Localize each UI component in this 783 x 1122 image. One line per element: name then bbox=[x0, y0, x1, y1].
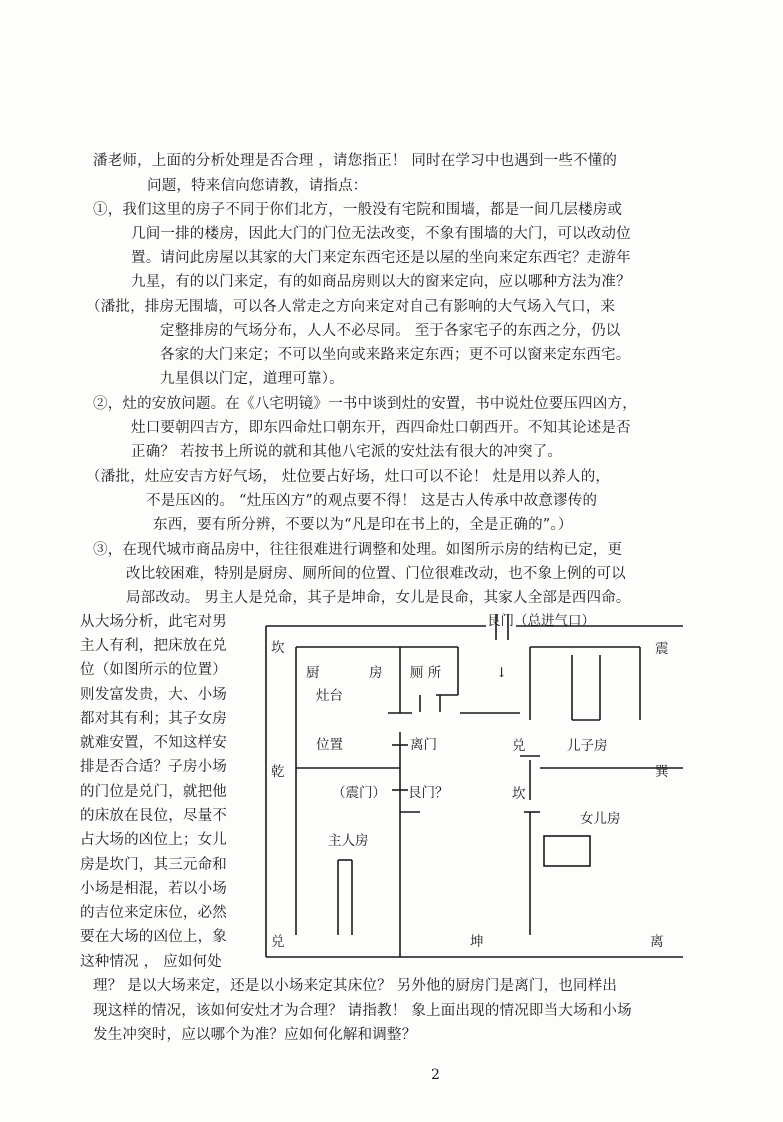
body-line: ②，灶的安放问题。在《八宅明镜》一书中谈到灶的安置，书中说灶位要压四凶方， bbox=[93, 396, 637, 412]
side-line: 从大场分析，此宅对男 bbox=[80, 614, 227, 630]
diagram-label: （震门） bbox=[332, 785, 386, 801]
body-line: 九星俱以门定，道理可靠）。 bbox=[160, 371, 344, 387]
diagram-label: 坎 bbox=[271, 640, 285, 656]
diagram-label: 离 bbox=[650, 934, 664, 950]
body-line: 九星，有的以门来定，有的如商品房则以大的窗来定向，应以哪种方法为准？ bbox=[131, 274, 631, 290]
side-line: 则发富发贵，大、小场 bbox=[80, 687, 227, 703]
diagram-label: 坤 bbox=[470, 934, 484, 950]
diagram-label: 艮门（总进气口） bbox=[487, 613, 595, 629]
body-line: 潘老师，上面的分析处理是否合理 ，请您指正！ 同时在学习中也遇到一些不懂的 bbox=[93, 153, 618, 169]
body-line: 灶口要朝四吉方，即东四命灶口朝东开，西四命灶口朝西开。不知其论述是否 bbox=[131, 420, 631, 436]
body-line: 改比较困难，特别是厨房、厕所间的位置、门位很难改动，也不象上例的可以 bbox=[126, 566, 626, 582]
body-line: 定整排房的气场分布，人人不必尽同。 至于各家宅子的东西之分，仍以 bbox=[160, 323, 621, 339]
diagram-label: 厨 bbox=[306, 665, 320, 681]
body-line: 几间一排的楼房，因此大门的门位无法改变，不象有围墙的大门，可以改动位 bbox=[131, 226, 631, 242]
side-line: 都对其有利；其子女房 bbox=[80, 711, 227, 727]
side-line: 房是坎门，其三元命和 bbox=[80, 857, 227, 873]
diagram-label: ↓ bbox=[496, 665, 508, 681]
side-line: 占大场的凶位上；女儿 bbox=[80, 832, 227, 848]
conclusion-line: 现这样的情况，该如何安灶才为合理？ 请指教！ 象上面出现的情况即当大场和小场 bbox=[93, 1003, 632, 1019]
body-line: 局部改动。 男主人是兑命，其子是坤命，女儿是艮命，其家人全部是西四命。 bbox=[126, 590, 631, 606]
diagram-label: 巽 bbox=[655, 764, 669, 780]
side-line: 要在大场的凶位上，象 bbox=[80, 929, 227, 945]
side-line: 就难安置，不知这样安 bbox=[80, 735, 227, 751]
body-line: 不是压凶的。 “灶压凶方”的观点要不得！ 这是古人传承中故意谬传的 bbox=[146, 493, 598, 509]
side-line: 的床放在艮位，尽量不 bbox=[80, 808, 227, 824]
body-line: 置。请问此房屋以其家的大门来定东西宅还是以屋的坐向来定东西宅？走游年 bbox=[131, 250, 631, 266]
body-line: 正确？ 若按书上所说的就和其他八宅派的安灶法有很大的冲突了。 bbox=[131, 444, 563, 460]
diagram-label: 震 bbox=[655, 641, 669, 657]
side-line: 小场是相混，若以小场 bbox=[80, 881, 227, 897]
side-line: 的吉位来定床位，必然 bbox=[80, 905, 227, 921]
diagram-label: 儿子房 bbox=[567, 738, 608, 754]
body-line: 问题，特来信向您请教，请指点： bbox=[147, 178, 368, 194]
diagram-label: 坎 bbox=[512, 786, 526, 802]
side-line: 排是否合适？子房小场 bbox=[80, 759, 227, 775]
diagram-label: 位置 bbox=[316, 737, 343, 753]
body-line: ③，在现代城市商品房中，往往很难进行调整和处理。如图所示房的结构已定，更 bbox=[93, 542, 623, 558]
side-line: 主人有利，把床放在兑 bbox=[80, 638, 227, 654]
diagram-label: 乾 bbox=[271, 764, 285, 780]
side-line: 的门位是兑门，就把他 bbox=[80, 784, 227, 800]
page-number: 2 bbox=[431, 1067, 440, 1083]
body-line: 东西，要有所分辨，不要以为“凡是印在书上的，全是正确的”。） bbox=[153, 517, 573, 533]
diagram-label: 艮门？ bbox=[408, 785, 449, 801]
diagram-label: 主人房 bbox=[328, 833, 369, 849]
conclusion-line: 发生冲突时，应以哪个为准？应如何化解和调整？ bbox=[93, 1027, 417, 1043]
diagram-label: 离门 bbox=[410, 737, 437, 753]
body-line: （潘批，排房无围墙，可以各人常走之方向来定对自己有影响的大气场入气口，来 bbox=[86, 299, 616, 315]
side-line: 位（如图所示的位置） bbox=[80, 662, 227, 678]
body-line: 各家的大门来定；不可以坐向或来路来定东西；更不可以窗来定东西宅。 bbox=[160, 347, 631, 363]
body-line: （潘批，灶应安吉方好气场， 灶位要占好场，灶口可以不论！ 灶是用以养人的， bbox=[86, 469, 611, 485]
conclusion-line: 理？ 是以大场来定，还是以小场来定其床位？ 另外他的厨房门是离门，也同样出 bbox=[93, 978, 618, 994]
side-line: 这种情况 ， 应如何处 bbox=[80, 954, 222, 970]
diagram-label: 兑 bbox=[271, 934, 285, 950]
diagram-label: 女儿房 bbox=[580, 811, 621, 827]
body-line: ①，我们这里的房子不同于你们北方，一般没有宅院和围墙，都是一间几层楼房或 bbox=[93, 202, 623, 218]
diagram-label: 兑 bbox=[512, 738, 526, 754]
diagram-label: 厕 所 bbox=[410, 665, 442, 681]
diagram-label: 房 bbox=[369, 665, 383, 681]
diagram-label: 灶台 bbox=[316, 688, 343, 704]
